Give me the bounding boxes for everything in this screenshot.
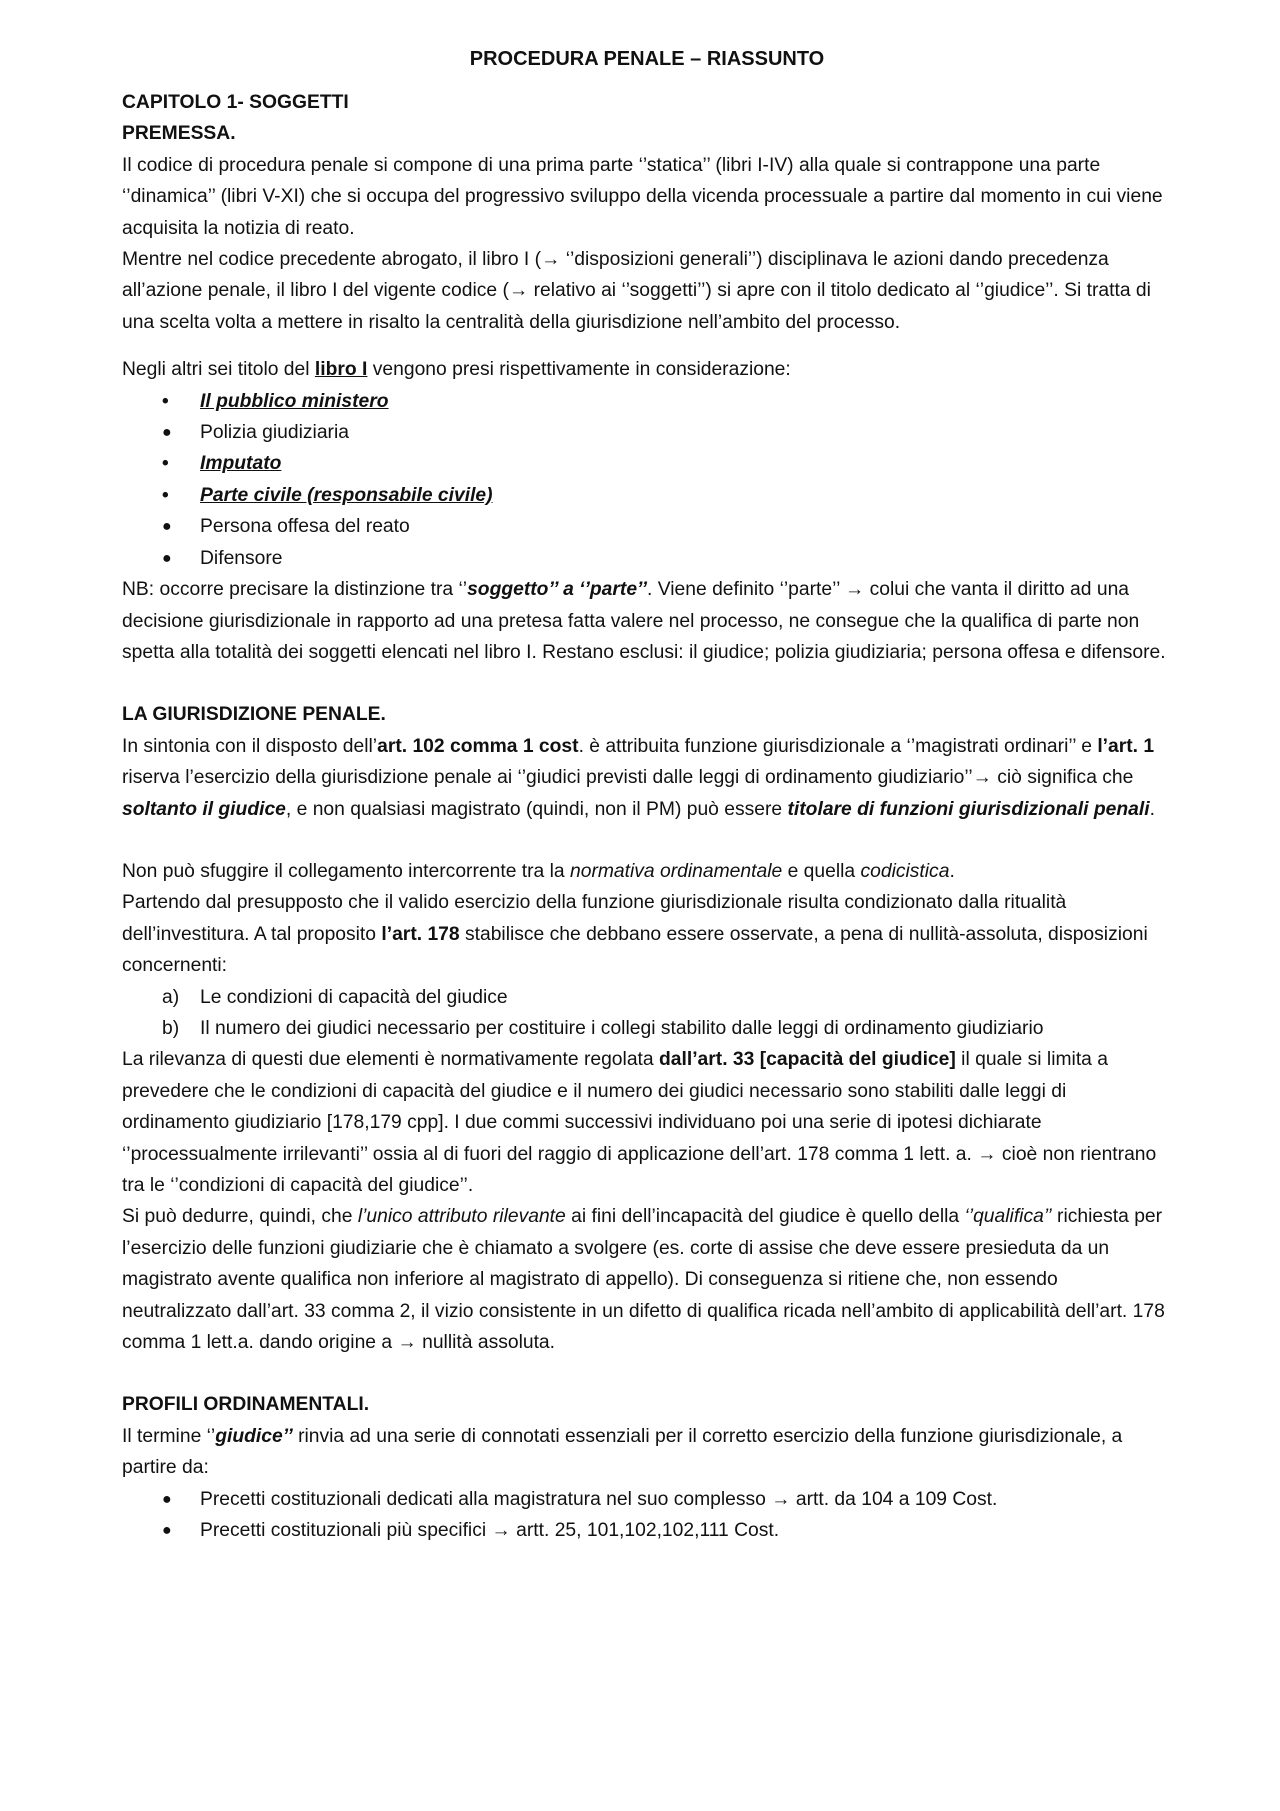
list-item-text: Imputato [200, 453, 282, 475]
text-run: Negli altri sei titolo del [122, 359, 315, 381]
bullet-icon: ● [162, 518, 172, 536]
emphasis-libro-i: libro I [314, 359, 368, 381]
list-item-text: Parte civile (responsabile civile) [200, 484, 493, 506]
list-item-text: Il pubblico ministero [200, 390, 389, 412]
text-run: La rilevanza di questi due elementi è normativamente regolata [122, 1049, 659, 1071]
chapter-heading: CAPITOLO 1- SOGGETTI [122, 92, 349, 113]
emphasis-unico-attributo: l’unico attributo rilevante [357, 1206, 566, 1228]
paragraph-qualifica [122, 1201, 1172, 1358]
list-item-text: Il numero dei giudici necessario per costituire i collegi stabilito dalle leggi di ordinamento giudiziario [200, 1017, 1044, 1039]
list-item-marker: a) [162, 986, 180, 1008]
text-run: colui che vanta il diritto ad una decisione giurisdizionale in rapporto ad una pretesa fatta valere nel processo, ne consegue che la qualifica di parte non spetta alla totalità dei soggetti elencati nel libro I. Restano esclusi: il giudice; polizia giudiziaria; persona offesa e difensore. [122, 579, 1166, 663]
arrow-icon: → [771, 1488, 791, 1510]
text-run: relativo ai ‘’soggetti’’) si apre con il titolo dedicato al ‘’giudice’’. Si tratta di una scelta volta a mettere in risalto la centralità della giurisdizione nell’ambito del processo. [122, 280, 1151, 333]
text-run: NB: occorre precisare la distinzione tra ‘’ [122, 579, 468, 601]
text-run: . Viene definito ‘’parte’’ [647, 579, 845, 601]
emphasis-art-1: l’art. 1 [1097, 735, 1155, 757]
emphasis-titolare-funzioni: titolare di funzioni giurisdizionali penali [787, 798, 1150, 820]
bullet-icon: ● [162, 1522, 172, 1540]
section-heading-profili: PROFILI ORDINAMENTALI. [122, 1394, 370, 1416]
spacer [122, 668, 1172, 699]
text-run: artt. da 104 a 109 Cost. [790, 1488, 998, 1510]
list-item [122, 417, 1172, 448]
text-run: Si può dedurre, quindi, che [122, 1206, 358, 1228]
text-run: Mentre nel codice precedente abrogato, il libro I ( [122, 249, 542, 271]
spacer [122, 338, 1172, 354]
list-item-marker: b) [162, 1017, 180, 1039]
list-item [122, 1515, 1172, 1546]
list-item-text: Difensore [200, 547, 283, 569]
bullet-icon: ● [162, 549, 172, 567]
list-item [122, 480, 1172, 511]
list-item [122, 982, 1172, 1013]
list-item [122, 1484, 1172, 1515]
emphasis-soltanto-giudice: soltanto il giudice [122, 798, 286, 820]
list-item [122, 511, 1172, 542]
text-run: vengono presi rispettivamente in considerazione: [367, 359, 791, 381]
text-run: rinvia ad una serie di connotati essenziali per il corretto esercizio della funzione giurisdizionale, a partire da: [122, 1425, 1123, 1479]
emphasis-art-178: l’art. 178 [381, 923, 460, 945]
text-run: e quella [782, 860, 861, 882]
paragraph-codice-precedente [122, 244, 1172, 338]
text-run: artt. 25, 101,102,102,111 Cost. [510, 1520, 780, 1542]
emphasis-normativa: normativa ordinamentale [570, 860, 783, 882]
spacer [122, 1358, 1172, 1389]
text-run: . [1149, 798, 1155, 820]
precetti-list [122, 1484, 1172, 1547]
list-item [122, 543, 1172, 574]
arrow-icon: → [541, 249, 561, 271]
text-run: richiesta per l’esercizio delle funzioni giudiziarie che è chiamato a svolgere (es. corte di assise che deve essere presieduta da un magistrato avente qualifica non inferiore al magistrato di appello). Di conseguenza si ritiene che, non essendo neutralizzato dall’art. 33 comma 2, il vizio consistente in un difetto di qualifica ricada nell’ambito di applicabilità dell’art. 178 comma 1 lett.a. dando origine a [122, 1206, 1165, 1354]
paragraph-giurisdizione [122, 731, 1172, 825]
emphasis-art-33: dall’art. 33 [capacità del giudice] [658, 1049, 956, 1071]
emphasis-giudice: giudice’’ [215, 1425, 293, 1447]
text-run: Non può sfuggire il collegamento intercorrente tra la [122, 860, 570, 882]
spacer [122, 825, 1172, 856]
paragraph-giudice [122, 1421, 1172, 1484]
arrow-icon: → [977, 1143, 997, 1165]
text-run: ‘’disposizioni generali’’) disciplinava le azioni dando precedenza all’azione penale, il libro I del vigente codice ( [122, 249, 1109, 302]
emphasis-soggetto-parte: soggetto’’ a ‘’parte’’ [467, 579, 648, 601]
document-page [122, 44, 1172, 1546]
arrow-icon: → [508, 280, 529, 302]
text-run: cioè non rientrano tra le ‘’condizioni di capacità del giudice’’. [122, 1143, 1157, 1196]
emphasis-qualifica: ‘’qualifica’’ [964, 1206, 1052, 1228]
list-item [122, 386, 1172, 417]
paragraph-libro-i [122, 354, 1172, 385]
bullet-icon: • [162, 484, 169, 506]
section-heading-giurisdizione: LA GIURISDIZIONE PENALE. [122, 704, 386, 726]
list-item [122, 1013, 1172, 1044]
text-run: stabilisce che debbano essere osservate, a pena di nullità-assoluta, disposizioni concernenti: [122, 923, 1148, 977]
arrow-icon: → [972, 767, 992, 789]
paragraph-art-33 [122, 1044, 1172, 1201]
emphasis-art-102: art. 102 comma 1 cost [377, 735, 579, 757]
text-run: riserva l’esercizio della giurisdizione penale ai ‘’giudici previsti dalle leggi di ordinamento giudiziario’’ [122, 767, 973, 789]
arrow-icon: → [491, 1520, 511, 1542]
text-run: . [949, 860, 955, 882]
text-run: Precetti costituzionali dedicati alla magistratura nel suo complesso [200, 1488, 772, 1510]
text-run: ciò significa che [991, 767, 1134, 789]
bullet-icon: • [162, 390, 169, 412]
bullet-icon: ● [162, 424, 172, 442]
disposizioni-list [122, 982, 1172, 1045]
bullet-icon: • [162, 453, 169, 475]
text-run: nullità assoluta. [416, 1332, 556, 1354]
emphasis-codicistica: codicistica [860, 860, 950, 882]
text-run: ai fini dell’incapacità del giudice è quello della [565, 1206, 965, 1228]
list-item-text: Persona offesa del reato [200, 516, 410, 538]
section-heading-premessa: PREMESSA. [122, 123, 236, 145]
text-run: In sintonia con il disposto dell’ [122, 735, 378, 757]
list-item-text: Polizia giudiziaria [200, 422, 349, 444]
soggetti-list [122, 386, 1172, 574]
list-item [122, 448, 1172, 479]
text-run: , e non qualsiasi magistrato (quindi, non il PM) può essere [285, 798, 788, 820]
arrow-icon: → [397, 1332, 417, 1354]
text-run: Il termine ‘’ [122, 1425, 216, 1447]
paragraph-collegamento [122, 856, 1172, 982]
text-run: Partendo dal presupposto che il valido esercizio della funzione giurisdizionale risulta condizionato dalla ritualità dell’investitura. A tal proposito [122, 892, 1067, 945]
bullet-icon: ● [162, 1490, 172, 1508]
text-run: . è attribuita funzione giurisdizionale a ‘’magistrati ordinari’’ e [578, 735, 1098, 757]
paragraph-nb [122, 574, 1172, 668]
text-run: il quale si limita a prevedere che le condizioni di capacità del giudice e il numero dei giudici necessario sono stabiliti dalle leggi di ordinamento giudiziario [178,179 cpp]. I due commi successivi individuano poi una serie di ipotesi dichiarate ‘’processualmente irrilevanti’’ ossia al di fuori del raggio di applicazione dell’art. 178 comma 1 lett. a. [122, 1049, 1108, 1165]
arrow-icon: → [845, 579, 865, 601]
document-title: PROCEDURA PENALE – RIASSUNTO [469, 48, 825, 70]
list-item-text: Le condizioni di capacità del giudice [200, 986, 508, 1008]
paragraph-intro: Il codice di procedura penale si compone di una prima parte ‘’statica’’ (libri I-IV) alla quale si contrappone una parte ‘’dinamica’’ (libri V-XI) che si occupa del progressivo sviluppo della vicenda processuale a partire dal momento in cui viene acquisita la notizia di reato. [122, 154, 1163, 239]
text-run: Precetti costituzionali più specifici [200, 1520, 492, 1542]
